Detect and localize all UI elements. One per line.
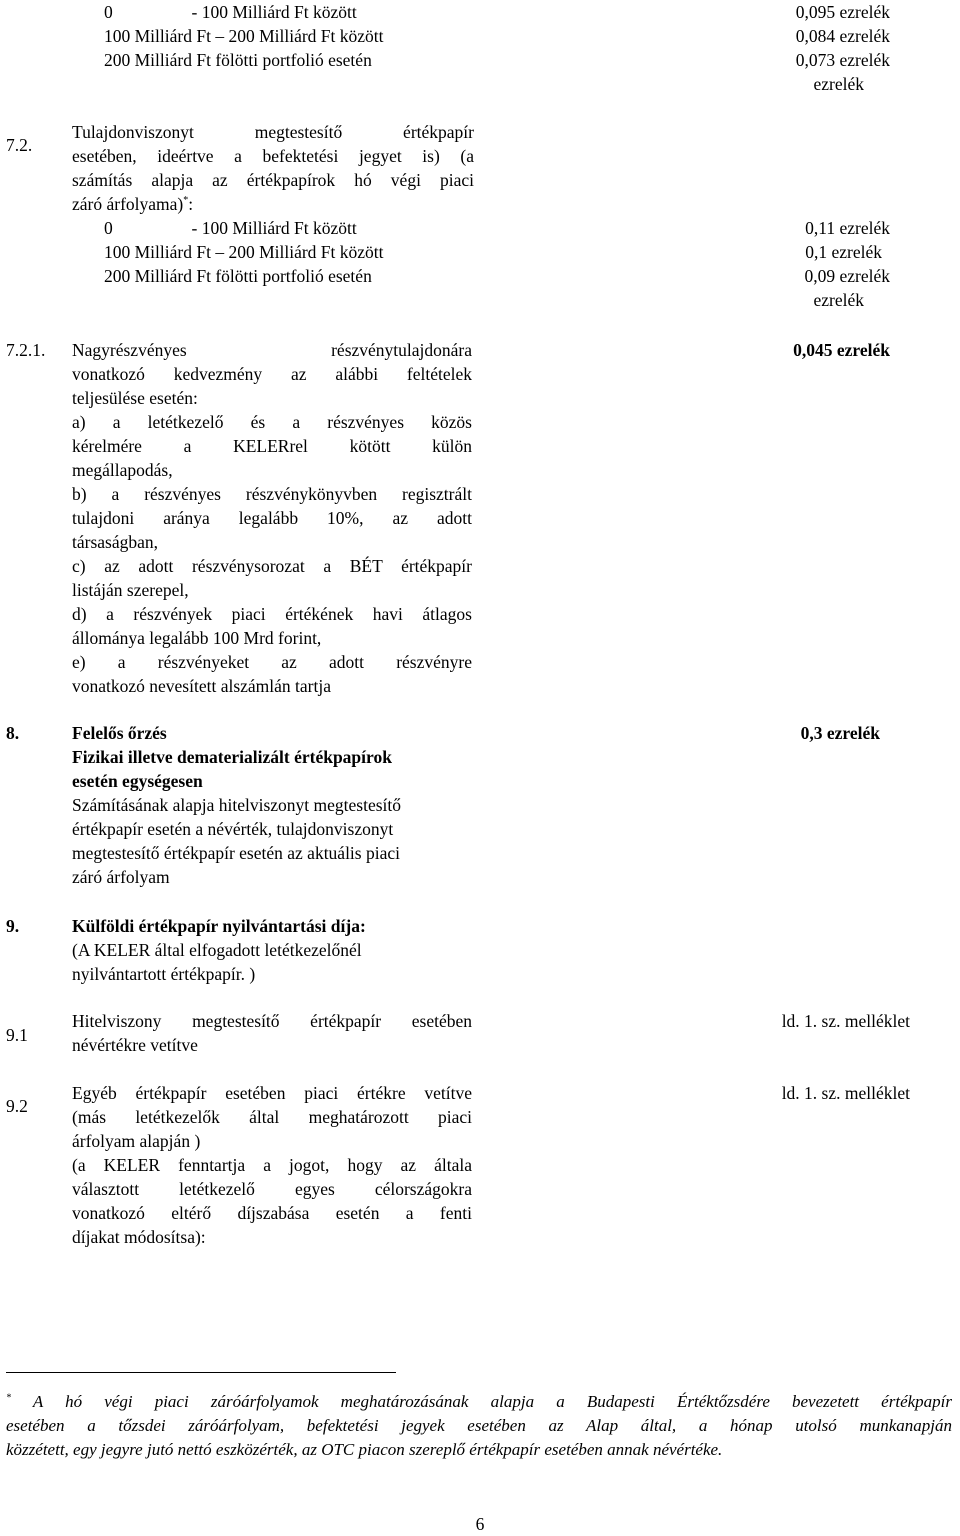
body-line: Egyéb értékpapír esetében piaci értékre vetítve <box>72 1083 472 1103</box>
title-line: esetében, ideértve a befektetési jegyet is) (a <box>72 146 474 166</box>
section-body <box>72 1009 472 1057</box>
body-line: e) a részvényeket az adott részvényre <box>72 652 472 672</box>
title-line-last <box>72 192 474 216</box>
footnote-line: közzétett, egy jegyre jutó nettó eszközérték, az OTC piacon szereplő értékpapír esetében annak névértéke. <box>6 1440 723 1459</box>
body-line: díjakat módosítsa): <box>72 1227 206 1247</box>
body-line: listáján szerepel, <box>72 580 189 600</box>
title-colon: : <box>188 194 194 214</box>
body-line: (más letétkezelők által meghatározott piaci <box>72 1107 472 1127</box>
top-tier-values <box>760 0 890 96</box>
section-body <box>72 1081 472 1249</box>
tier-range: 200 Milliárd Ft fölötti portfolió esetén <box>104 50 372 70</box>
section-subtitle: esetén egységesen <box>72 771 203 791</box>
unit-trailer: ezrelék <box>813 74 864 94</box>
section-value: 0,045 ezrelék <box>793 340 890 360</box>
unit-trailer: ezrelék <box>813 290 864 310</box>
footnote <box>6 1390 952 1462</box>
title-text: záró árfolyama) <box>72 194 184 214</box>
section-number: 8. <box>6 723 20 743</box>
tier-value: 0,073 ezrelék <box>795 50 890 70</box>
footnote-line <box>6 1390 952 1414</box>
body-line: vonatkozó kedvezmény az alábbi feltételek <box>72 364 472 384</box>
page-number: 6 <box>475 1514 485 1534</box>
body-line: vonatkozó eltérő díjszabása esetén a fenti <box>72 1203 472 1223</box>
tier-range: 0 - 100 Milliárd Ft között <box>104 2 357 22</box>
title-line: Tulajdonviszonyt megtestesítő értékpapír <box>72 122 474 142</box>
body-line: megállapodás, <box>72 460 173 480</box>
body-line: állománya legalább 100 Mrd forint, <box>72 628 322 648</box>
tier-value: 0,1 ezrelék <box>805 242 882 262</box>
body-line: b) a részvényes részvénykönyvben regisztrált <box>72 484 472 504</box>
tier-range: 100 Milliárd Ft – 200 Milliárd Ft között <box>104 242 384 262</box>
first-word-2: részvénytulajdonára <box>331 340 472 360</box>
section-number: 9.2 <box>6 1096 28 1116</box>
section-title: Külföldi értékpapír nyilvántartási díja: <box>72 916 366 936</box>
footnote-text: A hó végi piaci záróárfolyamok meghatározásának alapja a Budapesti Értéktőzsdére bevezetett értékpapír <box>32 1392 952 1411</box>
section-body <box>72 338 472 698</box>
top-tier-ranges <box>104 0 484 72</box>
body-line: d) a részvények piaci értékének havi átlagos <box>72 604 472 624</box>
section-value: 0,3 ezrelék <box>800 723 880 743</box>
body-line: Hitelviszony megtestesítő értékpapír esetében <box>72 1011 472 1031</box>
title-line: számítás alapja az értékpapírok hó végi piaci <box>72 170 474 190</box>
tier-range: 0 - 100 Milliárd Ft között <box>104 218 357 238</box>
section-value: ld. 1. sz. melléklet <box>781 1011 910 1031</box>
body-line: tulajdoni aránya legalább 10%, az adott <box>72 508 472 528</box>
body-line: vonatkozó nevesített alszámlán tartja <box>72 676 331 696</box>
body-line: a) a letétkezelő és a részvényes közös <box>72 412 472 432</box>
footnote-marker: * <box>183 195 189 207</box>
body-line: c) az adott részvénysorozat a BÉT értékpapír <box>72 556 472 576</box>
tier-range: 200 Milliárd Ft fölötti portfolió esetén <box>104 266 372 286</box>
body-line: névértékre vetítve <box>72 1035 198 1055</box>
section-value: ld. 1. sz. melléklet <box>781 1083 910 1103</box>
body-line: teljesülése esetén: <box>72 388 198 408</box>
body-line: társaságban, <box>72 532 159 552</box>
body-line: (A KELER által elfogadott letétkezelőnél <box>72 940 362 960</box>
tier-range: 100 Milliárd Ft – 200 Milliárd Ft között <box>104 26 384 46</box>
body-line <box>72 338 472 362</box>
footnote-rule <box>6 1372 396 1373</box>
body-line: értékpapír esetén a névérték, tulajdonviszonyt <box>72 819 394 839</box>
section-title <box>72 120 474 216</box>
section-number: 9.1 <box>6 1025 28 1045</box>
body-line: kérelmére a KELERrel kötött külön <box>72 436 472 456</box>
tier-value: 0,09 ezrelék <box>804 266 890 286</box>
tier-value: 0,095 ezrelék <box>795 2 890 22</box>
body-line: (a KELER fenntartja a jogot, hogy az általa <box>72 1155 472 1175</box>
first-word: Nagyrészvényes <box>72 340 187 360</box>
section-number: 7.2.1. <box>6 340 46 360</box>
section-body <box>72 914 492 986</box>
body-line: árfolyam alapján ) <box>72 1131 201 1151</box>
footnote-line: esetében a tőzsdei záróárfolyam, befektetési jegyek esetében az Alap által, a hónap utolsó munkanapján <box>6 1416 952 1435</box>
section-number: 9. <box>6 916 20 936</box>
footnote-marker: * <box>6 1392 11 1404</box>
body-line: nyilvántartott értékpapír. ) <box>72 964 256 984</box>
section-7-2-values <box>760 216 890 312</box>
tier-value: 0,11 ezrelék <box>805 218 890 238</box>
body-line: megtestesítő értékpapír esetén az aktuális piaci <box>72 843 400 863</box>
section-7-2-ranges <box>104 216 484 288</box>
section-body <box>72 721 472 889</box>
section-title: Felelős őrzés <box>72 723 167 743</box>
section-number: 7.2. <box>6 135 33 155</box>
body-line: záró árfolyam <box>72 867 170 887</box>
tier-value: 0,084 ezrelék <box>795 26 890 46</box>
section-subtitle: Fizikai illetve dematerializált értékpapírok <box>72 747 392 767</box>
body-line: választott letétkezelő egyes célországokra <box>72 1179 472 1199</box>
body-line: Számításának alapja hitelviszonyt megtestesítő <box>72 795 402 815</box>
